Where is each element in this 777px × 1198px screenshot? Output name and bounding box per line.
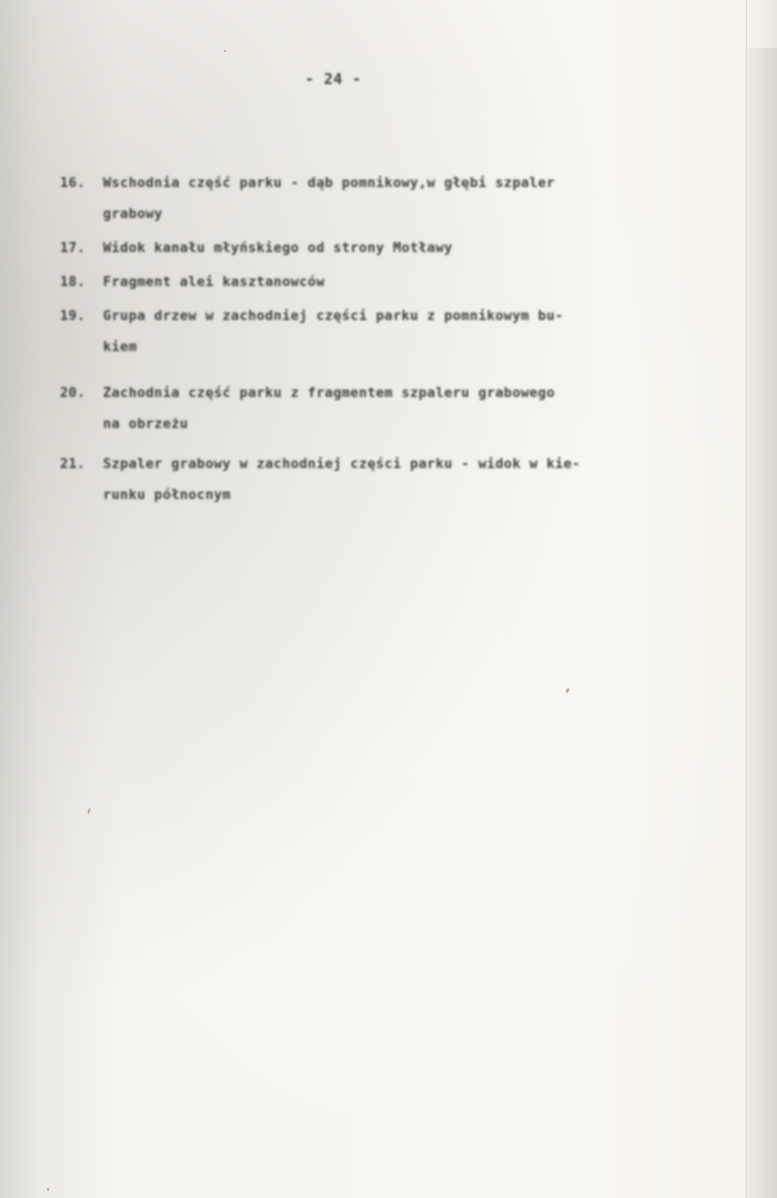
list-item-number: 20. — [60, 385, 86, 401]
list-item-number: 17. — [60, 240, 86, 256]
paper-speck — [87, 808, 91, 814]
list-item-line: Widok kanału młyńskiego od strony Motławy — [103, 240, 453, 256]
list-item-text — [103, 267, 740, 298]
list-item — [60, 267, 740, 298]
list-item — [60, 233, 740, 264]
list-item-line: Grupa drzew w zachodniej części parku z pomnikowym bu- — [103, 308, 564, 324]
list-item-line: kiem — [103, 339, 138, 355]
paper-speck — [224, 50, 226, 52]
list-item-line: Szpaler grabowy w zachodniej części parku - widok w kie- — [103, 456, 581, 472]
list-item — [60, 301, 740, 363]
page-edge-shadow — [747, 48, 777, 1198]
list-item-text — [103, 449, 740, 511]
list-item — [60, 168, 740, 230]
list-item-text — [103, 233, 740, 264]
page-number: - 24 - — [305, 70, 362, 88]
paper-speck — [565, 688, 570, 694]
list-item-line: runku północnym — [103, 487, 231, 503]
list-item-line: na obrzeżu — [103, 416, 189, 432]
list-item — [60, 378, 740, 440]
list-item-line: Zachodnia część parku z fragmentem szpaleru grabowego — [103, 385, 555, 401]
list-item — [60, 449, 740, 511]
list-item-text — [103, 301, 740, 363]
photo-caption-list — [60, 168, 740, 520]
list-item-number: 21. — [60, 456, 86, 472]
list-item-line: Wschodnia część parku - dąb pomnikowy,w głębi szpaler — [103, 175, 555, 191]
list-item-text — [103, 378, 740, 440]
list-item-number: 18. — [60, 274, 86, 290]
list-item-line: grabowy — [103, 206, 163, 222]
list-item-line: Fragment alei kasztanowców — [103, 274, 325, 290]
list-item-text — [103, 168, 740, 230]
page-edge-line — [746, 0, 747, 1198]
list-item-number: 16. — [60, 175, 86, 191]
paper-speck — [47, 1188, 49, 1191]
list-item-number: 19. — [60, 308, 86, 324]
